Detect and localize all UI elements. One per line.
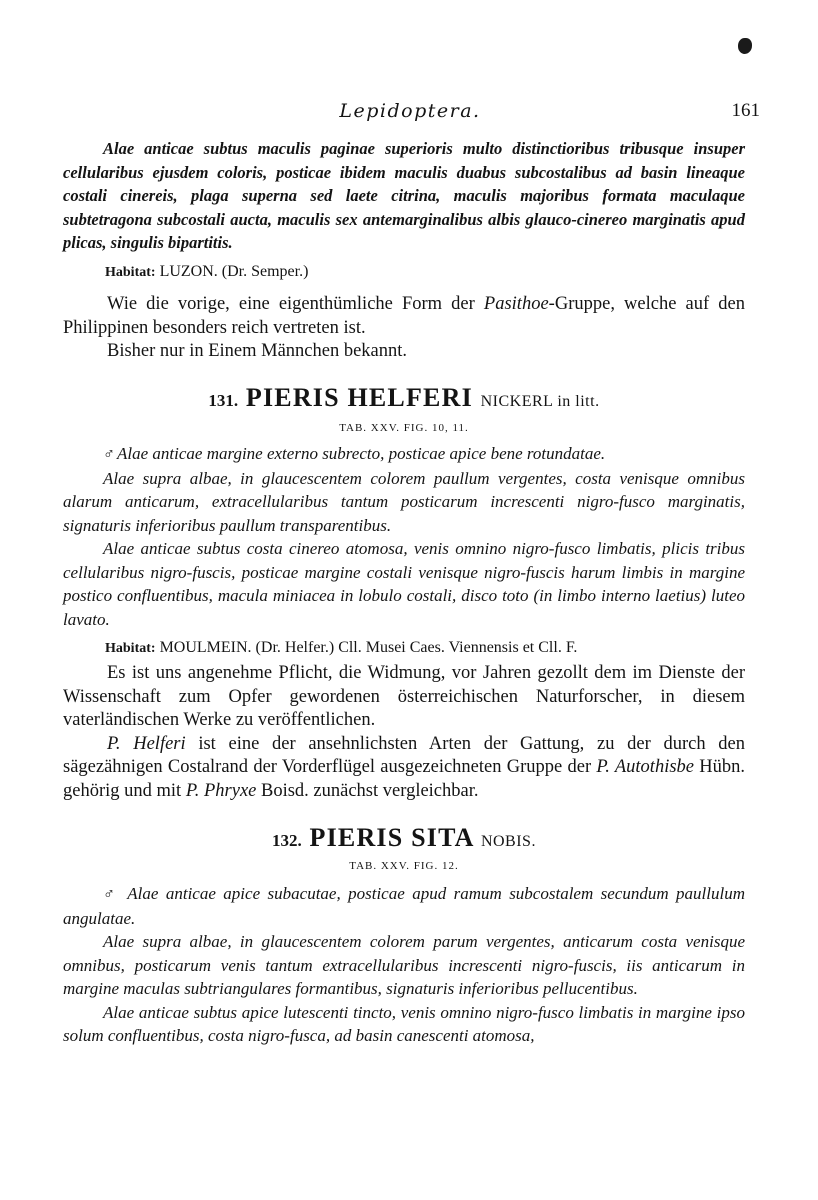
species-131-german — [63, 662, 745, 803]
german-paragraph-2 — [63, 733, 745, 804]
species-132-plate: TAB. XXV. FIG. 12. — [349, 860, 459, 872]
latin-paragraph-1 — [63, 442, 745, 467]
species-132-heading — [63, 823, 745, 853]
species-author: NOBIS. — [480, 833, 536, 850]
species-number: 131. — [208, 391, 239, 410]
species-131-latin — [63, 442, 745, 631]
page-header — [60, 100, 760, 130]
taxon: P. Helferi — [107, 733, 186, 754]
species-131-plate: TAB. XXV. FIG. 10, 11. — [339, 422, 469, 434]
latin-paragraph-2: Alae supra albae, in glaucescentem colorem parum vergentes, anticarum costa venisque omnibus, posticarum venis tantum extracellularibus increscenti nigro-fuscis, iis anticarum in margine maculas subtriangulares formantibus, signaturis inferioribus pellucentibus. — [63, 932, 745, 998]
latin-paragraph-1 — [63, 882, 745, 930]
prev-species-block — [63, 137, 745, 255]
prev-notes-block — [63, 293, 745, 364]
ink-blot — [738, 38, 752, 54]
latin-paragraph-3: Alae anticae subtus apice lutescenti tincto, venis omnino nigro-fusco limbatis in margine ipso solum confluentibus, costa nigro-fusca, ad basin canescenti atomosa, — [63, 1002, 745, 1045]
note-text: Wie die vorige, eine eigenthümliche Form der — [107, 294, 484, 314]
species-132-latin — [63, 882, 745, 1048]
species-131-habitat — [63, 637, 745, 660]
species-author: NICKERL in litt. — [480, 393, 600, 410]
page-number: 161 — [731, 100, 760, 121]
latin-text: Alae anticae apice subacutae, posticae apud ramum subcostalem secundum paullulum angulatae. — [63, 884, 745, 928]
note-text: -Gruppe, welche auf den Philippinen besonders reich vertreten ist. — [63, 294, 745, 338]
habitat-label: Habitat: — [105, 265, 156, 280]
prev-habitat-block — [63, 261, 745, 284]
taxon: P. Phryxe — [185, 780, 257, 801]
habitat-label: Habitat: — [105, 641, 156, 656]
habitat-text: MOULMEIN. (Dr. Helfer.) Cll. Musei Caes. Viennensis et Cll. F. — [159, 639, 578, 656]
text: Boisd. zunächst vergleichbar. — [256, 780, 479, 801]
species-number: 132. — [272, 831, 302, 850]
text: ist eine der ansehnlichsten Arten der Gattung, zu der durch den sägezähnigen Costalrand der Vorderflügel ausgezeichneten Gruppe der — [63, 733, 745, 777]
prev-habitat — [63, 261, 745, 284]
species-131-habitat-block — [63, 637, 745, 660]
male-symbol-icon: ♂ — [103, 886, 119, 903]
male-symbol-icon: ♂ — [103, 446, 115, 463]
species-131-heading — [63, 383, 745, 413]
prev-note-1 — [63, 293, 745, 340]
habitat-text: LUZON. (Dr. Semper.) — [159, 263, 309, 280]
german-paragraph-1: Es ist uns angenehme Pflicht, die Widmung, vor Jahren gezollt dem im Dienste der Wissenschaft zum Opfer gewordenen österreichischen Naturforscher, in diesem vaterländischen Werke zu veröffentlichen. — [63, 663, 745, 730]
species-name: PIERIS HELFERI — [245, 383, 473, 412]
prev-note-2: Bisher nur in Einem Männchen bekannt. — [107, 341, 408, 361]
note-taxon: Pasithoe — [483, 294, 549, 314]
taxon: P. Autothisbe — [596, 757, 694, 777]
running-title: Lepidoptera. — [339, 100, 481, 122]
prev-latin-description: Alae anticae subtus maculis paginae superioris multo distinctioribus tribusque insuper cellularibus ejusdem coloris, posticae ibidem maculis duabus subcostalibus ad basin lineaque costali cinereis, plaga superna sed laete citrina, maculis majoribus formata maculaque subtetragona subcostali aucta, maculis sex antemarginalibus albis glauco-cinereo marginatis apud plicas, singulis bipartitis. — [63, 139, 745, 252]
text: Hübn. gehörig und mit — [63, 757, 745, 801]
latin-paragraph-3: Alae anticae subtus costa cinereo atomosa, venis omnino nigro-fusco limbatis, plicis tribus cellularibus nigro-fuscis, posticae margine costali venisque nigro-fuscis harum limbis in margine postico confluentibus, macula miniacea in lobulo costali, disco toto (in limbo interno laetius) luteo lavato. — [63, 539, 745, 629]
latin-text: Alae anticae margine externo subrecto, posticae apice bene rotundatae. — [117, 444, 606, 463]
latin-paragraph-2: Alae supra albae, in glaucescentem colorem paullum vergentes, costa venisque omnibus alarum anticarum, extracellularibus tantum posticarum increscenti nigro-fusco marginatis, signaturis inferioribus paullum transparentibus. — [63, 468, 745, 535]
species-name: PIERIS SITA — [309, 823, 474, 852]
